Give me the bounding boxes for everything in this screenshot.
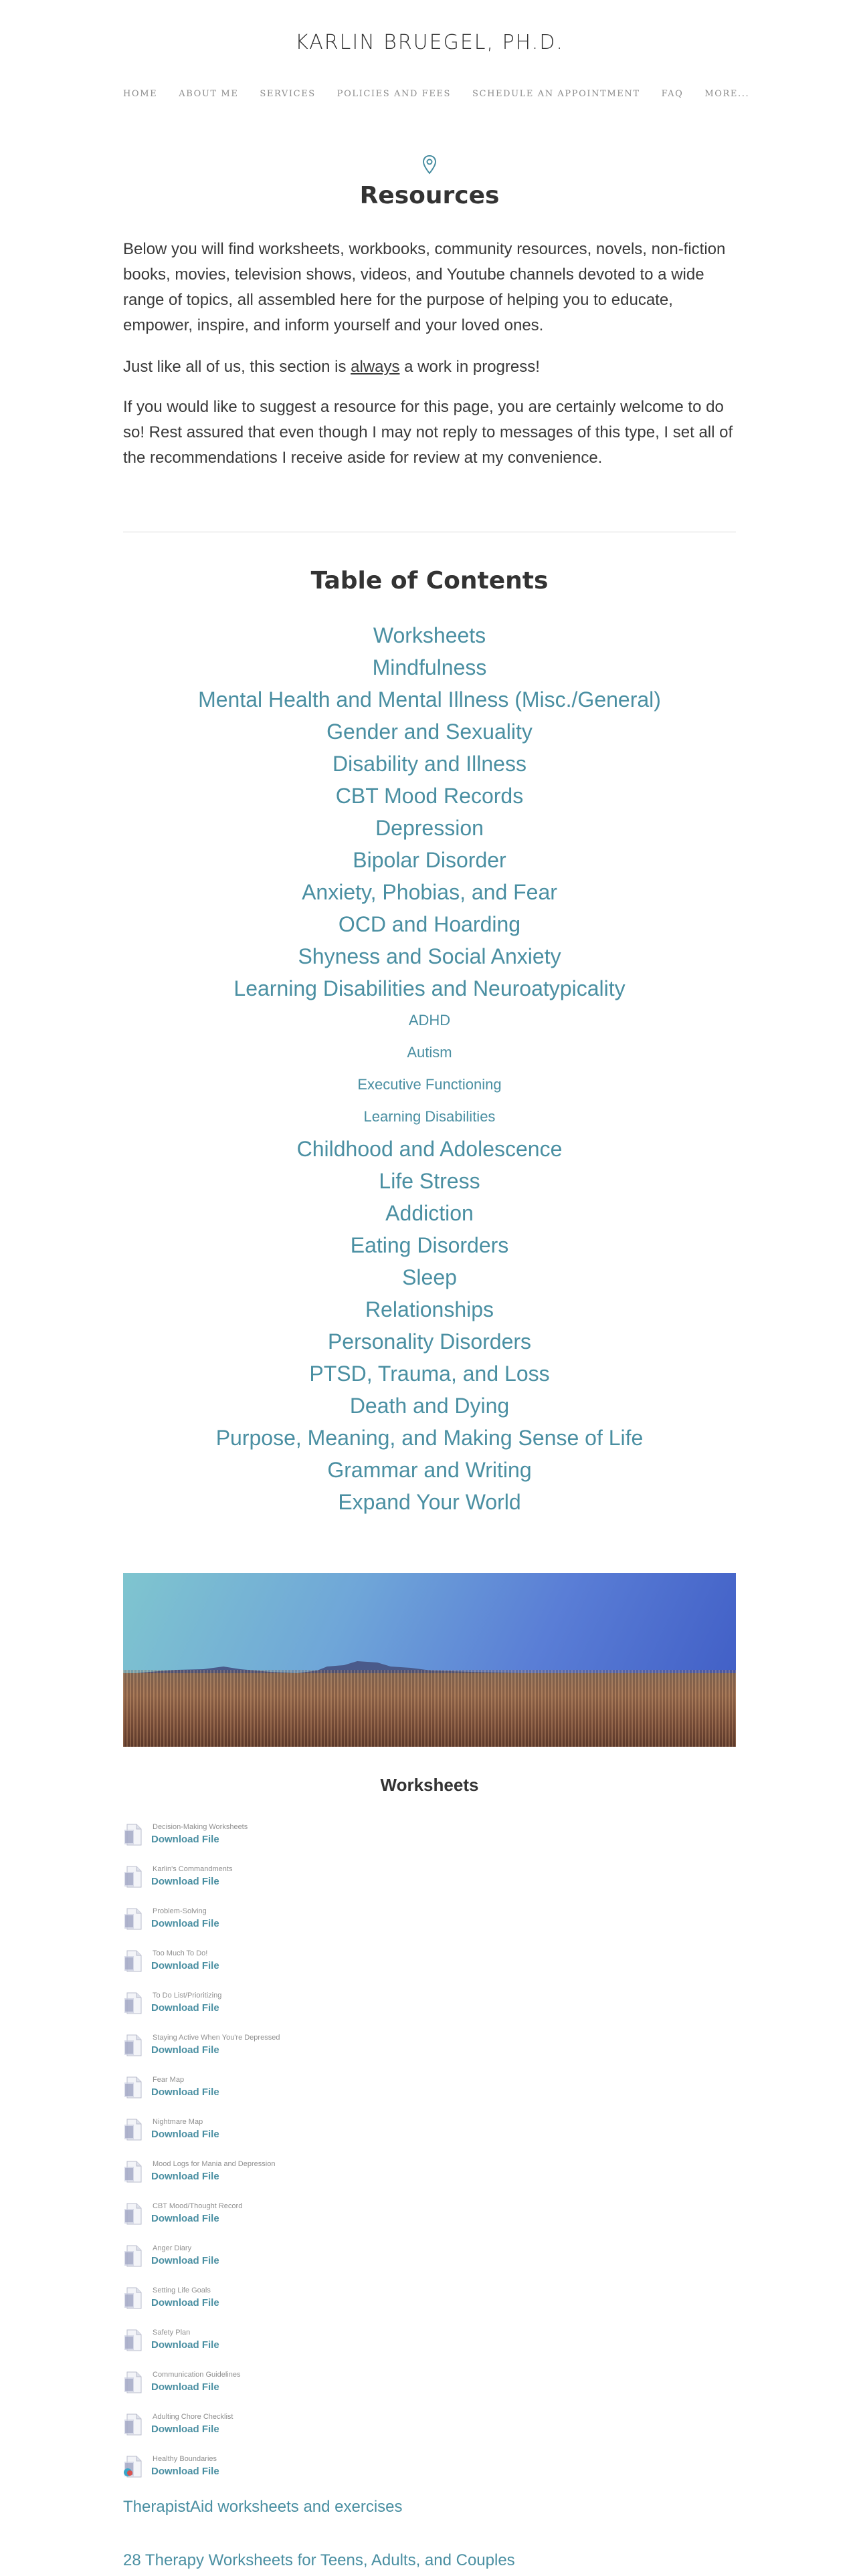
toc-link[interactable]: PTSD, Trauma, and Loss [309, 1362, 550, 1386]
worksheet-file-list [123, 1820, 524, 2494]
toc-link[interactable]: Grammar and Writing [327, 1458, 532, 1482]
download-file-link[interactable]: Download File [151, 2466, 219, 2477]
toc-link[interactable]: Disability and Illness [332, 752, 527, 776]
file-row [123, 2115, 524, 2157]
file-name: Healthy Boundaries [153, 2455, 217, 2463]
main-nav [123, 89, 771, 99]
document-file-icon [123, 2118, 143, 2142]
download-file-link[interactable]: Download File [151, 2129, 219, 2140]
intro-paragraph-3: If you would like to suggest a resource for this page, you are certainly welcome to do so! Rest assured that even though I may not reply to messages of this type, I set all of the recommendations I receive aside for review at my convenience. [123, 398, 733, 467]
file-row [123, 2157, 524, 2199]
toc-link[interactable]: Personality Disorders [327, 1329, 532, 1354]
nav-item-about-me[interactable]: ABOUT ME [179, 89, 239, 99]
site-header [0, 0, 859, 115]
file-name: Communication Guidelines [153, 2371, 241, 2379]
file-row [123, 2242, 524, 2284]
download-file-link[interactable]: Download File [151, 1834, 219, 1845]
intro-paragraph-1: Below you will find worksheets, workbooks, community resources, novels, non-fiction books, movies, television shows, videos, and Youtube channels devoted to a wide range of topics, all assembled here for the purpose of helping you to educate, empower, inspire, and inform yourself and your loved ones. [123, 240, 726, 334]
document-file-icon [123, 2286, 143, 2311]
download-file-link[interactable]: Download File [151, 2339, 219, 2351]
download-file-link[interactable]: Download File [151, 2213, 219, 2224]
intro-text [123, 237, 736, 486]
toc-link[interactable]: Anxiety, Phobias, and Fear [302, 880, 557, 904]
toc-link[interactable]: Shyness and Social Anxiety [298, 944, 561, 968]
document-file-icon [123, 2160, 143, 2184]
toc-link[interactable]: Death and Dying [349, 1394, 510, 1418]
file-name: Safety Plan [153, 2329, 191, 2337]
toc-link[interactable]: Life Stress [379, 1169, 480, 1193]
toc-link[interactable]: Learning Disabilities and Neuroatypicality [233, 976, 626, 1000]
file-row [123, 2452, 524, 2494]
file-name: Fear Map [153, 2076, 185, 2084]
nav-item-more[interactable]: MORE... [704, 89, 750, 99]
nav-item-home[interactable]: HOME [123, 89, 158, 99]
document-file-icon [123, 2244, 143, 2268]
file-row [123, 1820, 524, 1862]
download-file-link[interactable]: Download File [151, 2044, 219, 2056]
document-file-icon [123, 1907, 143, 1931]
worksheets-title: Worksheets [380, 1775, 479, 1795]
document-file-icon [123, 2413, 143, 2437]
toc-link[interactable]: OCD and Hoarding [338, 912, 521, 936]
toc-link[interactable]: Expand Your World [338, 1490, 521, 1514]
nav-item-schedule-appointment[interactable]: SCHEDULE AN APPOINTMENT [472, 89, 640, 99]
file-row [123, 1905, 524, 1947]
therapy-worksheets-link[interactable]: 28 Therapy Worksheets for Teens, Adults, and Couples [123, 2551, 515, 2569]
banner-image [123, 1573, 736, 1747]
download-file-link[interactable]: Download File [151, 2381, 219, 2393]
toc-link[interactable]: Sleep [402, 1265, 457, 1289]
nav-item-policies-and-fees[interactable]: POLICIES AND FEES [337, 89, 452, 99]
toc-link[interactable]: CBT Mood Records [335, 784, 524, 808]
toc-link[interactable]: Purpose, Meaning, and Making Sense of Life [215, 1426, 644, 1450]
always-underlined: always [351, 358, 400, 376]
intro-paragraph-2-end: a work in progress! [399, 358, 540, 376]
file-row [123, 2326, 524, 2368]
intro-paragraph-2 [123, 354, 736, 380]
toc-link[interactable]: Childhood and Adolescence [296, 1137, 563, 1161]
download-file-link[interactable]: Download File [151, 2255, 219, 2266]
download-file-link[interactable]: Download File [151, 2297, 219, 2309]
file-name: Too Much To Do! [153, 1949, 208, 1957]
toc-link[interactable]: Learning Disabilities [363, 1108, 496, 1125]
toc-title: Table of Contents [310, 567, 549, 595]
file-name: Problem-Solving [153, 1907, 207, 1915]
file-row [123, 2410, 524, 2452]
file-name: Nightmare Map [153, 2118, 203, 2126]
toc-link[interactable]: Addiction [385, 1201, 474, 1225]
toc-link[interactable]: Mindfulness [372, 655, 487, 679]
file-name: To Do List/Prioritizing [153, 1992, 222, 2000]
file-row [123, 2199, 524, 2242]
file-name: Mood Logs for Mania and Depression [153, 2160, 276, 2168]
toc-link[interactable]: Executive Functioning [357, 1076, 502, 1093]
toc-link[interactable]: Worksheets [373, 623, 486, 647]
document-file-icon [123, 1949, 143, 1973]
toc-link[interactable]: Autism [407, 1044, 452, 1061]
document-file-icon [123, 1992, 143, 2016]
image-file-icon [123, 2455, 143, 2479]
file-row [123, 1862, 524, 1905]
site-title[interactable]: KARLIN BRUEGEL, PH.D. [295, 31, 564, 54]
banner-grass [123, 1670, 736, 1747]
file-row [123, 1947, 524, 1989]
intro-paragraph-2-text: Just like all of us, this section is [123, 358, 351, 376]
download-file-link[interactable]: Download File [151, 1876, 219, 1887]
file-row [123, 2031, 524, 2073]
document-file-icon [123, 2329, 143, 2353]
nav-item-services[interactable]: SERVICES [260, 89, 316, 99]
toc-link[interactable]: Relationships [365, 1297, 494, 1321]
file-name: Adulting Chore Checklist [153, 2413, 233, 2421]
therapistaid-link[interactable]: TherapistAid worksheets and exercises [123, 2498, 403, 2516]
nav-item-faq[interactable]: FAQ [661, 89, 684, 99]
toc-link[interactable]: ADHD [408, 1012, 451, 1029]
download-file-link[interactable]: Download File [151, 2171, 219, 2182]
file-row [123, 1989, 524, 2031]
file-name: Anger Diary [153, 2244, 192, 2252]
file-name: Staying Active When You're Depressed [153, 2034, 280, 2042]
toc-link[interactable]: Depression [375, 816, 484, 840]
toc-link[interactable]: Gender and Sexuality [326, 720, 533, 744]
document-file-icon [123, 2371, 143, 2395]
page-title: Resources [359, 182, 500, 209]
file-row [123, 2073, 524, 2115]
file-name: CBT Mood/Thought Record [153, 2202, 243, 2210]
toc-link[interactable]: Mental Health and Mental Illness (Misc./General) [198, 687, 661, 712]
file-row [123, 2284, 524, 2326]
file-name: Karlin's Commandments [153, 1865, 233, 1873]
document-file-icon [123, 2202, 143, 2226]
download-file-link[interactable]: Download File [151, 1918, 219, 1929]
document-file-icon [123, 1823, 143, 1847]
location-pin-icon [419, 154, 440, 175]
download-file-link[interactable]: Download File [151, 2086, 219, 2098]
toc-link[interactable]: Bipolar Disorder [353, 848, 506, 872]
toc-link[interactable]: Eating Disorders [350, 1233, 509, 1257]
document-file-icon [123, 2076, 143, 2100]
file-name: Decision-Making Worksheets [153, 1823, 248, 1831]
download-file-link[interactable]: Download File [151, 2002, 219, 2014]
document-file-icon [123, 1865, 143, 1889]
download-file-link[interactable]: Download File [151, 1960, 219, 1971]
file-row [123, 2368, 524, 2410]
document-file-icon [123, 2034, 143, 2058]
table-of-contents [0, 619, 859, 1518]
file-name: Setting Life Goals [153, 2286, 211, 2294]
download-file-link[interactable]: Download File [151, 2424, 219, 2435]
